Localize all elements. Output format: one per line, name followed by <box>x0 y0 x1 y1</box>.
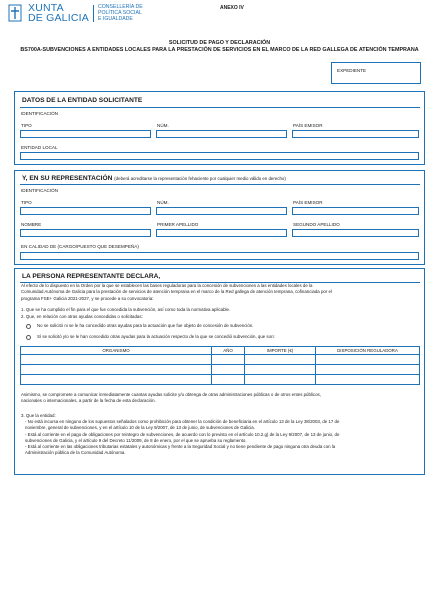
item-1: 1. Que se ha cumplido el fin para el que fue concedida la subvención, así como toda la normativa aplicable. <box>21 307 231 312</box>
entidad-section <box>14 91 425 165</box>
item-3-details: - No está incursa en ninguno de los supuestos señalados como prohibición para obtener la condición de beneficiaria en el artículo 13 de la Ley 38/2003, de 17 de noviembre, general de subvenciones, y en el artículo 10 de la Ley 9/2007, de 13 de junio, de subvenciones de Galicia. - Está al corriente en el pago de obligaciones por reintegro de subvenciones, de acuerdo con lo previsto en el artículo 10.2.g) de la Ley 9/2007, de 13 de junio, de subvenciones de Galicia, y el artículo 9 del Decreto 11/2009, de 8 de enero, por el que se aprueba su reglamento. - Está al corriente en las obligaciones tributarias estatales y autonómicas y frente a la Seguridad Social y no tiene pendiente de pago ninguna otra deuda con la Administración pública de la Comunidad Autónoma. <box>25 419 340 456</box>
item-3: 3. Que la entidad: <box>21 413 56 418</box>
table-row[interactable] <box>21 355 420 365</box>
representacion-note: (deberá acreditarse la representación fehaciente por cualquier medio válido en derecho) <box>114 176 286 181</box>
segundo-apellido-label: SEGUNDO APELLIDO <box>293 222 340 227</box>
entidad-local-label: ENTIDAD LOCAL <box>21 145 58 150</box>
pais-field[interactable] <box>292 130 419 138</box>
declara-title: LA PERSONA REPRESENTANTE DECLARA, <box>22 273 161 280</box>
tipo-field[interactable] <box>20 130 151 138</box>
logo-divider <box>93 5 94 22</box>
table-header-row <box>21 347 420 355</box>
calidad-label: EN CALIDAD DE (CARGO/PUESTO QUE DESEMPEÑA) <box>21 244 139 249</box>
xunta-logo-icon <box>8 4 22 22</box>
num-field[interactable] <box>156 130 287 138</box>
radio-si-ayudas[interactable] <box>26 335 31 340</box>
num-field[interactable] <box>156 207 287 215</box>
nombre-label: NOMBRE <box>21 222 42 227</box>
primer-apellido-label: PRIMER APELLIDO <box>157 222 199 227</box>
radio-no-ayudas-label: No se solicitó ni se le ha concedido otras ayudas para la actuación que fue objeto de concesión de subvención. <box>37 323 254 328</box>
num-label: NÚM. <box>157 123 169 128</box>
pais-label: PAÍS EMISOR <box>293 123 323 128</box>
conselleria-name: CONSELLERÍA DE POLÍTICA SOCIAL E IGUALDADE <box>98 4 143 22</box>
declara-intro: Al efecto de lo dispuesto en la Orden por la que se establecen las bases reguladoras para la concesión de subvenciones a las entidades locales de la Comunidad Autónoma de Galicia para la prestación de servicios de atención temprana en el marco de la Red gallega de atención temprana, cofinanciada por el programa FSE+ Galicia 2021-2027, y se procede a su convocatoria: <box>21 283 332 301</box>
nombre-field[interactable] <box>20 229 151 237</box>
form-subtitle: BS700A-SUBVENCIONES A ENTIDADES LOCALES PARA LA PRESTACIÓN DE SERVICIOS EN EL MARCO DE LA RED GALLEGA DE ATENCIÓN TEMPRANA <box>20 47 419 53</box>
pais-label: PAÍS EMISOR <box>293 200 323 205</box>
divider <box>20 107 420 108</box>
entidad-local-field[interactable] <box>20 152 419 160</box>
ayudas-table <box>20 346 420 385</box>
col-ano: AÑO <box>212 347 245 355</box>
asimismo-text: Asimismo, se compromete a comunicar inmediatamente cuantas ayudas solicite y/u obtenga de otras administraciones públicas o de otros entes públicos, nacionales o internacionales, a partir de la fecha de esta declaración. <box>21 392 321 404</box>
radio-si-ayudas-label: Sí se solicitó y/o se le han concedido otras ayudas para la actuación respecto de la que se concedió subvención, que son: <box>37 334 275 339</box>
col-organismo: ORGANISMO <box>21 347 212 355</box>
table-row[interactable] <box>21 375 420 385</box>
radio-no-ayudas[interactable] <box>26 324 31 329</box>
tipo-label: TIPO <box>21 200 32 205</box>
item-2: 2. Que, en relación con otras ayudas concedidas o solicitadas: <box>21 314 143 319</box>
expediente-box[interactable] <box>331 62 421 84</box>
form-title: SOLICITUD DE PAGO Y DECLARACIÓN <box>168 40 271 46</box>
xunta-wordmark: XUNTA DE GALICIA <box>28 2 89 24</box>
entidad-title: DATOS DE LA ENTIDAD SOLICITANTE <box>22 97 143 104</box>
col-disposicion: DISPOSICIÓN REGULADORA <box>316 347 420 355</box>
tipo-label: TIPO <box>21 123 32 128</box>
divider <box>20 184 420 185</box>
pais-field[interactable] <box>292 207 419 215</box>
declara-section <box>14 268 425 475</box>
identificacion-label: IDENTIFICACIÓN <box>21 188 59 193</box>
anexo-label: ANEXO IV <box>220 5 244 11</box>
tipo-field[interactable] <box>20 207 151 215</box>
expediente-label: EXPEDIENTE <box>337 68 367 73</box>
representacion-section <box>14 170 425 265</box>
identificacion-label: IDENTIFICACIÓN <box>21 111 59 116</box>
col-importe: IMPORTE (€) <box>245 347 316 355</box>
segundo-apellido-field[interactable] <box>292 229 419 237</box>
table-row[interactable] <box>21 365 420 375</box>
primer-apellido-field[interactable] <box>156 229 287 237</box>
representacion-title: Y, EN SU REPRESENTACIÓN (deberá acreditarse la representación fehaciente por cualquier medio válido en derecho) <box>22 175 286 182</box>
calidad-field[interactable] <box>20 252 419 260</box>
num-label: NÚM. <box>157 200 169 205</box>
